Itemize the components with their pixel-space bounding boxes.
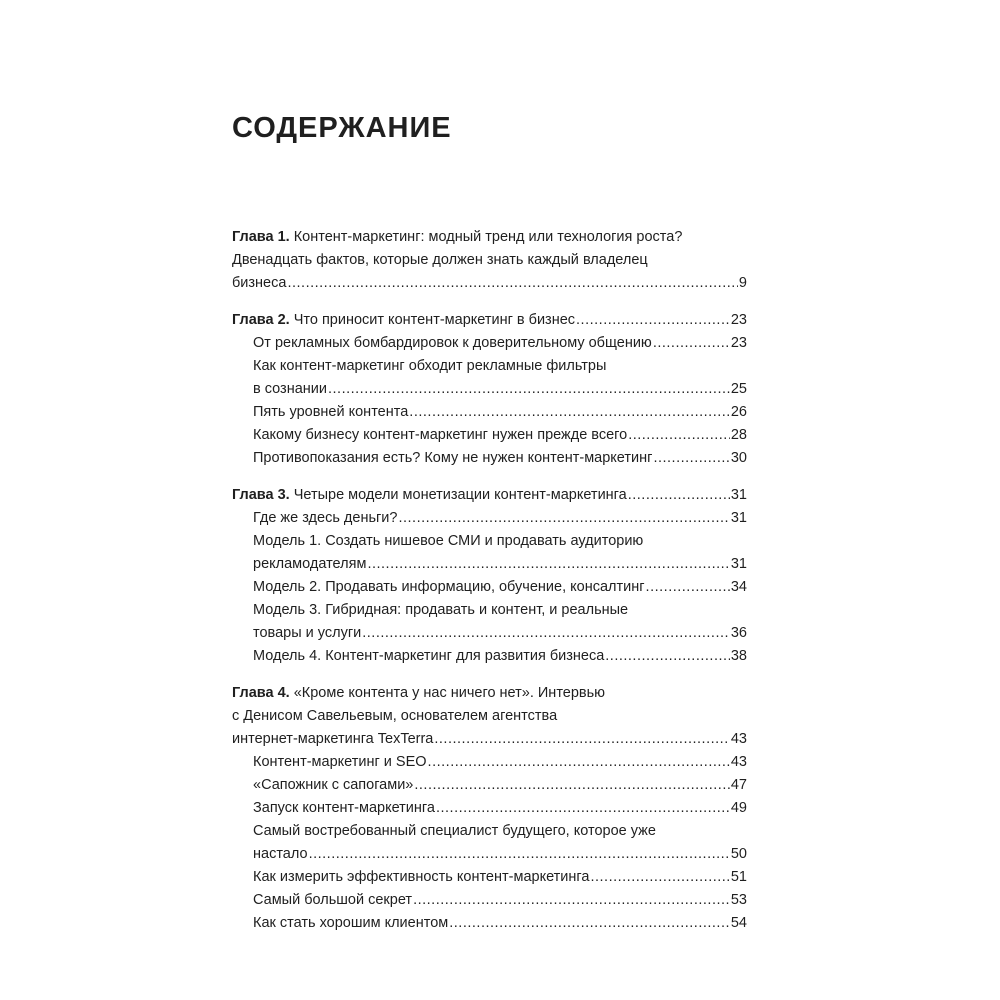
chapter-label: Глава 1. xyxy=(232,229,290,245)
section-entry xyxy=(232,645,747,668)
section-entry xyxy=(232,622,747,645)
leader-dots xyxy=(653,447,729,470)
chapter-label: Глава 3. xyxy=(232,487,290,503)
leader-dots xyxy=(628,484,730,507)
section-entry xyxy=(232,553,747,576)
section-title-line: Модель 1. Создать нишевое СМИ и продавать аудиторию xyxy=(253,533,644,549)
leader-dots xyxy=(413,889,730,912)
toc-chapter xyxy=(232,484,747,668)
section-entry xyxy=(232,447,747,470)
section-title: Запуск контент-маркетинга xyxy=(253,800,435,816)
chapter-title-text: «Кроме контента у нас ничего нет». Интервью xyxy=(293,685,606,701)
section-title: Где же здесь деньги? xyxy=(253,510,398,526)
leader-dots xyxy=(328,378,730,401)
chapter-entry xyxy=(232,728,747,751)
leader-dots xyxy=(590,866,729,889)
leader-dots xyxy=(414,774,729,797)
leader-dots xyxy=(653,332,730,355)
leader-dots xyxy=(362,622,730,645)
page-number: 36 xyxy=(730,625,747,641)
section-title: настало xyxy=(253,846,308,862)
leader-dots xyxy=(409,401,730,424)
leader-dots xyxy=(628,424,730,447)
section-entry xyxy=(232,866,747,889)
toc-chapter xyxy=(232,682,747,935)
page-number: 23 xyxy=(730,312,747,328)
section-entry xyxy=(232,912,747,935)
page-number: 51 xyxy=(730,869,747,885)
page-number: 38 xyxy=(730,648,747,664)
chapter-title-text: интернет-маркетинга TexTerra xyxy=(232,731,434,747)
section-title: Как стать хорошим клиентом xyxy=(253,915,449,931)
section-entry xyxy=(232,378,747,401)
chapter-title-text: с Денисом Савельевым, основателем агентства xyxy=(232,708,558,724)
toc-chapter xyxy=(232,226,747,295)
chapter-label: Глава 2. xyxy=(232,312,290,328)
page-number: 31 xyxy=(730,487,747,503)
chapter-title-line xyxy=(232,249,747,272)
section-title: Как измерить эффективность контент-маркетинга xyxy=(253,869,590,885)
leader-dots xyxy=(367,553,729,576)
page-number: 9 xyxy=(738,275,747,291)
section-title: Контент-маркетинг и SEO xyxy=(253,754,427,770)
section-entry xyxy=(232,774,747,797)
section-title: От рекламных бомбардировок к доверительному общению xyxy=(253,335,652,351)
leader-dots xyxy=(576,309,730,332)
leader-dots xyxy=(287,272,737,295)
chapter-title-text: бизнеса xyxy=(232,275,287,291)
page-number: 31 xyxy=(730,510,747,526)
page-number: 25 xyxy=(730,381,747,397)
chapter-title-text: Что приносит контент-маркетинг в бизнес xyxy=(293,312,576,328)
section-title-line: Модель 3. Гибридная: продавать и контент, и реальные xyxy=(253,602,629,618)
section-entry xyxy=(232,507,747,530)
chapter-title xyxy=(232,309,575,332)
section-title: Пять уровней контента xyxy=(253,404,409,420)
page-number: 49 xyxy=(730,800,747,816)
section-entry xyxy=(232,424,747,447)
page-number: 54 xyxy=(730,915,747,931)
leader-dots xyxy=(646,576,730,599)
section-title-line: Самый востребованный специалист будущего, которое уже xyxy=(253,823,656,839)
section-title-line: Как контент-маркетинг обходит рекламные фильтры xyxy=(253,358,607,374)
section-title: Противопоказания есть? Кому не нужен контент-маркетинг xyxy=(253,450,653,466)
section-entry xyxy=(232,843,747,866)
chapter-entry xyxy=(232,309,747,332)
page-number: 50 xyxy=(730,846,747,862)
leader-dots xyxy=(436,797,730,820)
chapter-title-text: Контент-маркетинг: модный тренд или технология роста? xyxy=(293,229,683,245)
section-title: Модель 2. Продавать информацию, обучение, консалтинг xyxy=(253,579,645,595)
leader-dots xyxy=(398,507,729,530)
section-title: товары и услуги xyxy=(253,625,362,641)
leader-dots xyxy=(428,751,730,774)
page-number: 28 xyxy=(730,427,747,443)
section-entry xyxy=(232,797,747,820)
chapter-title xyxy=(232,484,627,507)
section-title: Самый большой секрет xyxy=(253,892,413,908)
page-number: 43 xyxy=(730,731,747,747)
chapter-entry xyxy=(232,484,747,507)
section-entry xyxy=(232,751,747,774)
page-title: СОДЕРЖАНИЕ xyxy=(232,112,452,144)
table-of-contents xyxy=(232,226,747,949)
chapter-label: Глава 4. xyxy=(232,685,290,701)
chapter-title-line xyxy=(232,682,747,705)
page-number: 53 xyxy=(730,892,747,908)
section-title: рекламодателям xyxy=(253,556,367,572)
leader-dots xyxy=(309,843,730,866)
page-number: 30 xyxy=(730,450,747,466)
leader-dots xyxy=(605,645,730,668)
section-title: в сознании xyxy=(253,381,327,397)
page-number: 43 xyxy=(730,754,747,770)
section-title: «Сапожник с сапогами» xyxy=(253,777,414,793)
chapter-title-line xyxy=(232,705,747,728)
leader-dots xyxy=(449,912,730,935)
chapter-title-text: Четыре модели монетизации контент-маркетинга xyxy=(293,487,627,503)
page-number: 23 xyxy=(730,335,747,351)
leader-dots xyxy=(434,728,729,751)
section-entry xyxy=(232,332,747,355)
toc-chapter xyxy=(232,309,747,470)
section-entry xyxy=(232,576,747,599)
chapter-title-line xyxy=(232,226,747,249)
section-title: Модель 4. Контент-маркетинг для развития бизнеса xyxy=(253,648,605,664)
section-title: Какому бизнесу контент-маркетинг нужен прежде всего xyxy=(253,427,628,443)
page-number: 34 xyxy=(730,579,747,595)
section-entry xyxy=(232,401,747,424)
section-entry xyxy=(232,889,747,912)
page-number: 31 xyxy=(730,556,747,572)
page-number: 47 xyxy=(730,777,747,793)
chapter-entry xyxy=(232,272,747,295)
page-number: 26 xyxy=(730,404,747,420)
chapter-title-text: Двенадцать фактов, которые должен знать каждый владелец xyxy=(232,252,648,268)
